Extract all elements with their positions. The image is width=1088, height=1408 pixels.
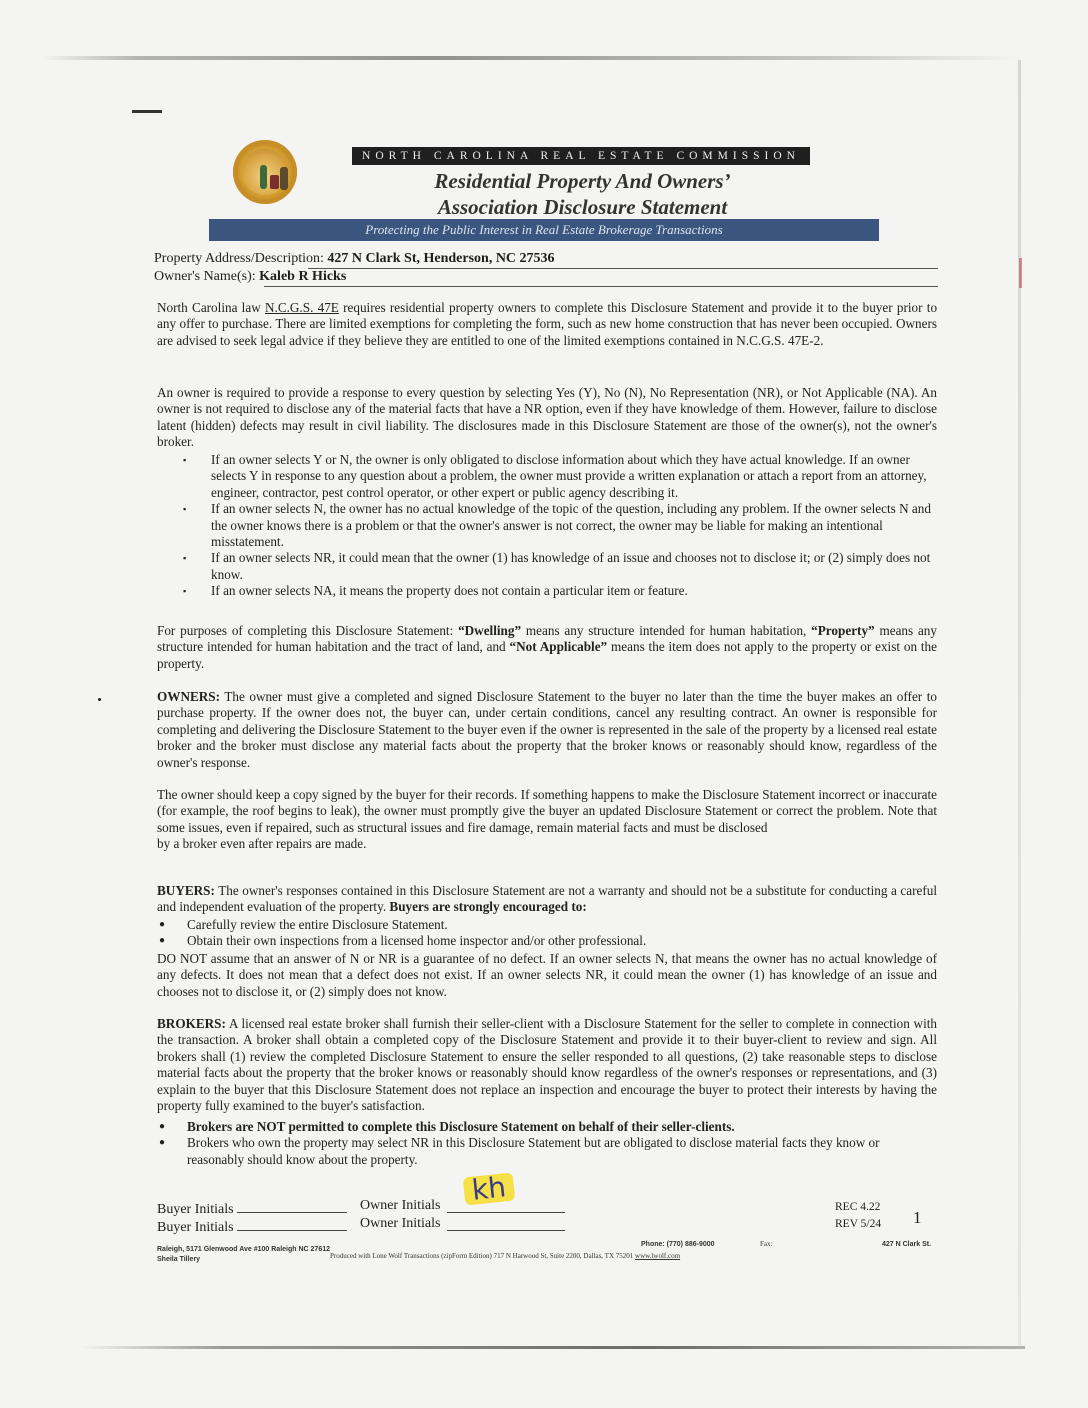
buyer-initials-field[interactable] — [237, 1199, 347, 1213]
dwelling-term: “Dwelling” — [458, 623, 522, 638]
commission-banner: NORTH CAROLINA REAL ESTATE COMMISSION — [352, 147, 810, 165]
list-item — [157, 583, 937, 599]
bullet-text: If an owner selects N, the owner has no actual knowledge of the topic of the question, including any problem. If the owner selects N and the owner knows there is a problem or that the owner's answer is not correct, the owner may be liable for making an intentional misstatement. — [211, 501, 931, 550]
bullet-text: Obtain their own inspections from a licensed home inspector and/or other professional. — [187, 933, 647, 949]
list-item — [157, 501, 937, 550]
owner-name-rule — [264, 286, 938, 287]
bullet-icon: ▪ — [183, 586, 187, 597]
brokers-section — [157, 1016, 937, 1114]
rec-code: REC 4.22 — [835, 1201, 881, 1213]
buyer-initials-row-2[interactable] — [157, 1217, 347, 1236]
not-applicable-term: “Not Applicable” — [509, 639, 608, 655]
bullet-text: Carefully review the entire Disclosure Statement. — [187, 917, 448, 932]
response-bullets — [157, 452, 937, 600]
intro-text-b: requires residential property owners to complete this Disclosure Statement and provide it to the buyer prior to any offer to purchase. There are limited exemptions for completing the form, such as new home construction that has never been occupied. Owners are advised to seek legal advice if they believe they are entitled to one of the limited exemptions contained in N.C.G.S. 47E-2. — [157, 300, 938, 348]
buyers-warning: DO NOT assume that an answer of N or NR is a guarantee of no defect. If an owner selects N, that means the owner has no actual knowledge of any defects. It does not mean that a defect does not exist. If an owner selects NR, it could mean the owner (1) has knowledge of an issue and chooses not to disclose it, or (2) simply does not know. — [157, 951, 937, 999]
nc-state-seal-icon — [233, 140, 297, 204]
page-edge-top — [40, 56, 1020, 60]
bullet-text: Brokers are NOT permitted to complete this Disclosure Statement on behalf of their seller-clients. — [187, 1119, 735, 1134]
bullet-text: Brokers who own the property may select NR in this Disclosure Statement but are obligated to disclose material facts they know or reasonably should know about the property. — [187, 1135, 880, 1167]
list-item — [157, 1135, 937, 1168]
brokers-text: A licensed real estate broker shall furnish their seller-client with a Disclosure Statement for the seller to complete in connection with the transaction. A broker shall obtain a completed copy of the Disclosure Statement and provide it to their buyer-client to review and sign. All brokers shall (1) review the completed Disclosure Statement to ensure the seller responded to all questions, (2) take reasonable steps to disclose material facts about the property that the broker knows or reasonably should know regardless of the owner's responses or representations, and (3) explain to the buyer that this Disclosure Statement does not replace an inspection and encourage the buyer to protect their interests by having the property fully examined to the buyer's satisfaction. — [157, 1016, 937, 1114]
revision-block — [835, 1199, 881, 1233]
buyer-initials-label: Buyer Initials — [157, 1220, 234, 1235]
buyer-initials-row-1[interactable] — [157, 1199, 347, 1218]
definitions-paragraph — [157, 623, 937, 672]
definitions-text-b: means any structure intended for human habitation, — [525, 623, 807, 638]
owners-text: The owner must give a completed and signed Disclosure Statement to the buyer no later than the time the buyer makes an offer to purchase property. If the owner does not, the buyer can, under certain conditions, cancel any resulting contract. An owner is responsible for completing and delivering the Disclosure Statement to the buyer even if the owner is represented in the sale of the property by a licensed real estate broker and the broker must disclose any material facts about the property that the broker knows or reasonably should know, regardless of the owner's response. — [157, 689, 937, 770]
bullet-icon: ● — [159, 1121, 166, 1132]
bullet-icon: ▪ — [183, 504, 187, 515]
buyer-initials-field[interactable] — [237, 1217, 347, 1231]
definitions-text-c: means any structure intended for human habitation and the tract of land, and — [157, 623, 937, 655]
list-item — [157, 917, 937, 933]
owner-initials-label: Owner Initials — [360, 1198, 441, 1213]
property-address-label: Property Address/Description: — [154, 251, 324, 266]
footer-agent: Sheila Tillery — [157, 1256, 201, 1263]
intro-paragraph — [157, 300, 937, 349]
bullet-icon: ● — [159, 935, 166, 947]
property-term: “Property” — [811, 623, 875, 638]
list-item — [157, 452, 937, 501]
binder-mark — [1019, 258, 1022, 288]
owners-heading: OWNERS: — [157, 689, 221, 704]
buyers-bullets — [157, 917, 937, 950]
tagline-bar: Protecting the Public Interest in Real Estate Brokerage Transactions — [209, 219, 879, 241]
property-address-row — [154, 251, 555, 267]
owner-name-label: Owner's Name(s): — [154, 269, 256, 284]
scan-mark — [132, 110, 162, 113]
list-item — [157, 1119, 937, 1135]
page-number: 1 — [913, 1208, 922, 1227]
property-address-rule — [308, 268, 938, 269]
buyer-initials-label: Buyer Initials — [157, 1202, 234, 1217]
footer-doc-name: 427 N Clark St. — [882, 1241, 932, 1248]
bullet-icon: ▪ — [183, 553, 187, 564]
response-instructions: An owner is required to provide a response to every question by selecting Yes (Y), No (N), No Representation (NR), or Not Applicable (NA). An owner is not required to disclose any of the material facts that have a NR option, even if they have knowledge of them. However, failure to disclose latent (hidden) defects may result in civil liability. The disclosures made in this Disclosure Statement are those of the owner(s), not the owner's broker. — [157, 385, 937, 450]
footer-produced-text: Produced with Lone Wolf Transactions (zipForm Edition) 717 N Harwood St, Suite 2200, Dallas, TX 75201 — [330, 1252, 634, 1260]
bullet-icon: ▪ — [183, 455, 187, 465]
owners-copy-paragraph — [157, 787, 937, 853]
lwolf-link[interactable]: www.lwolf.com — [635, 1252, 681, 1260]
list-item — [157, 550, 937, 583]
form-title-line2: Association Disclosure Statement — [437, 195, 728, 219]
brokers-heading: BROKERS: — [157, 1016, 226, 1031]
bullet-icon: ● — [159, 1137, 166, 1149]
footer-office: Raleigh, 5171 Glenwood Ave #100 Raleigh NC 27612 — [157, 1246, 330, 1253]
footer-produced — [330, 1252, 680, 1261]
owner-initials-field[interactable] — [447, 1212, 565, 1213]
buyers-encouraged: Buyers are strongly encouraged to: — [389, 899, 587, 915]
bullet-text: If an owner selects NR, it could mean that the owner (1) has knowledge of an issue and chooses not to disclose it; or (2) simply does not know. — [211, 550, 931, 582]
footer-fax: Fax: — [760, 1240, 773, 1248]
list-item — [157, 933, 937, 949]
rev-code: REV 5/24 — [835, 1218, 882, 1230]
page-edge-right — [1018, 60, 1021, 1345]
definitions-text-d: means the item does not apply to the property or exist on the property. — [157, 639, 938, 671]
form-title-line1: Residential Property And Owners’ — [434, 169, 731, 193]
owner-initials-label: Owner Initials — [360, 1216, 441, 1231]
buyers-section — [157, 883, 937, 916]
bullet-text: If an owner selects NA, it means the property does not contain a particular item or feature. — [211, 583, 688, 599]
page-edge-bottom — [80, 1346, 1025, 1349]
bullet-icon: ● — [159, 919, 166, 930]
footer-phone: Phone: (770) 886-9000 — [641, 1241, 715, 1248]
intro-text-a: North Carolina law — [157, 300, 261, 315]
owners-section — [157, 689, 937, 771]
definitions-text-a: For purposes of completing this Disclosure Statement: — [157, 623, 454, 638]
property-address-value: 427 N Clark St, Henderson, NC 27536 — [327, 251, 555, 266]
buyers-heading: BUYERS: — [157, 883, 215, 898]
owner-name-row — [154, 269, 346, 285]
owner-initials-field[interactable] — [447, 1230, 565, 1231]
scan-dot — [98, 698, 101, 701]
form-title — [360, 168, 805, 220]
brokers-bullets — [157, 1119, 937, 1168]
owners-copy-tail: by a broker even after repairs are made. — [157, 836, 367, 852]
statute-reference: N.C.G.S. 47E — [265, 300, 339, 315]
owners-copy-text: The owner should keep a copy signed by the buyer for their records. If something happens to make the Disclosure Statement incorrect or inaccurate (for example, the roof begins to leak), the owner must promptly give the buyer an updated Disclosure Statement or correct the problem. Note that some issues, even if repaired, such as structural issues and fire damage, remain material facts and must be disclosed — [157, 787, 937, 835]
owner-name-value: Kaleb R Hicks — [259, 269, 347, 284]
buyers-text: The owner's responses contained in this Disclosure Statement are not a warranty and should not be a substitute for conducting a careful and independent evaluation of the property. — [157, 883, 937, 915]
bullet-text: If an owner selects Y or N, the owner is only obligated to disclose information about which they have actual knowledge. If an owner selects Y in response to any question about a problem, the owner must provide a written explanation or attach a report from an attorney, engineer, contractor, pest control operator, or other expert or public agency describing it. — [211, 452, 927, 500]
owner-initials-handwritten: kh — [463, 1172, 516, 1205]
